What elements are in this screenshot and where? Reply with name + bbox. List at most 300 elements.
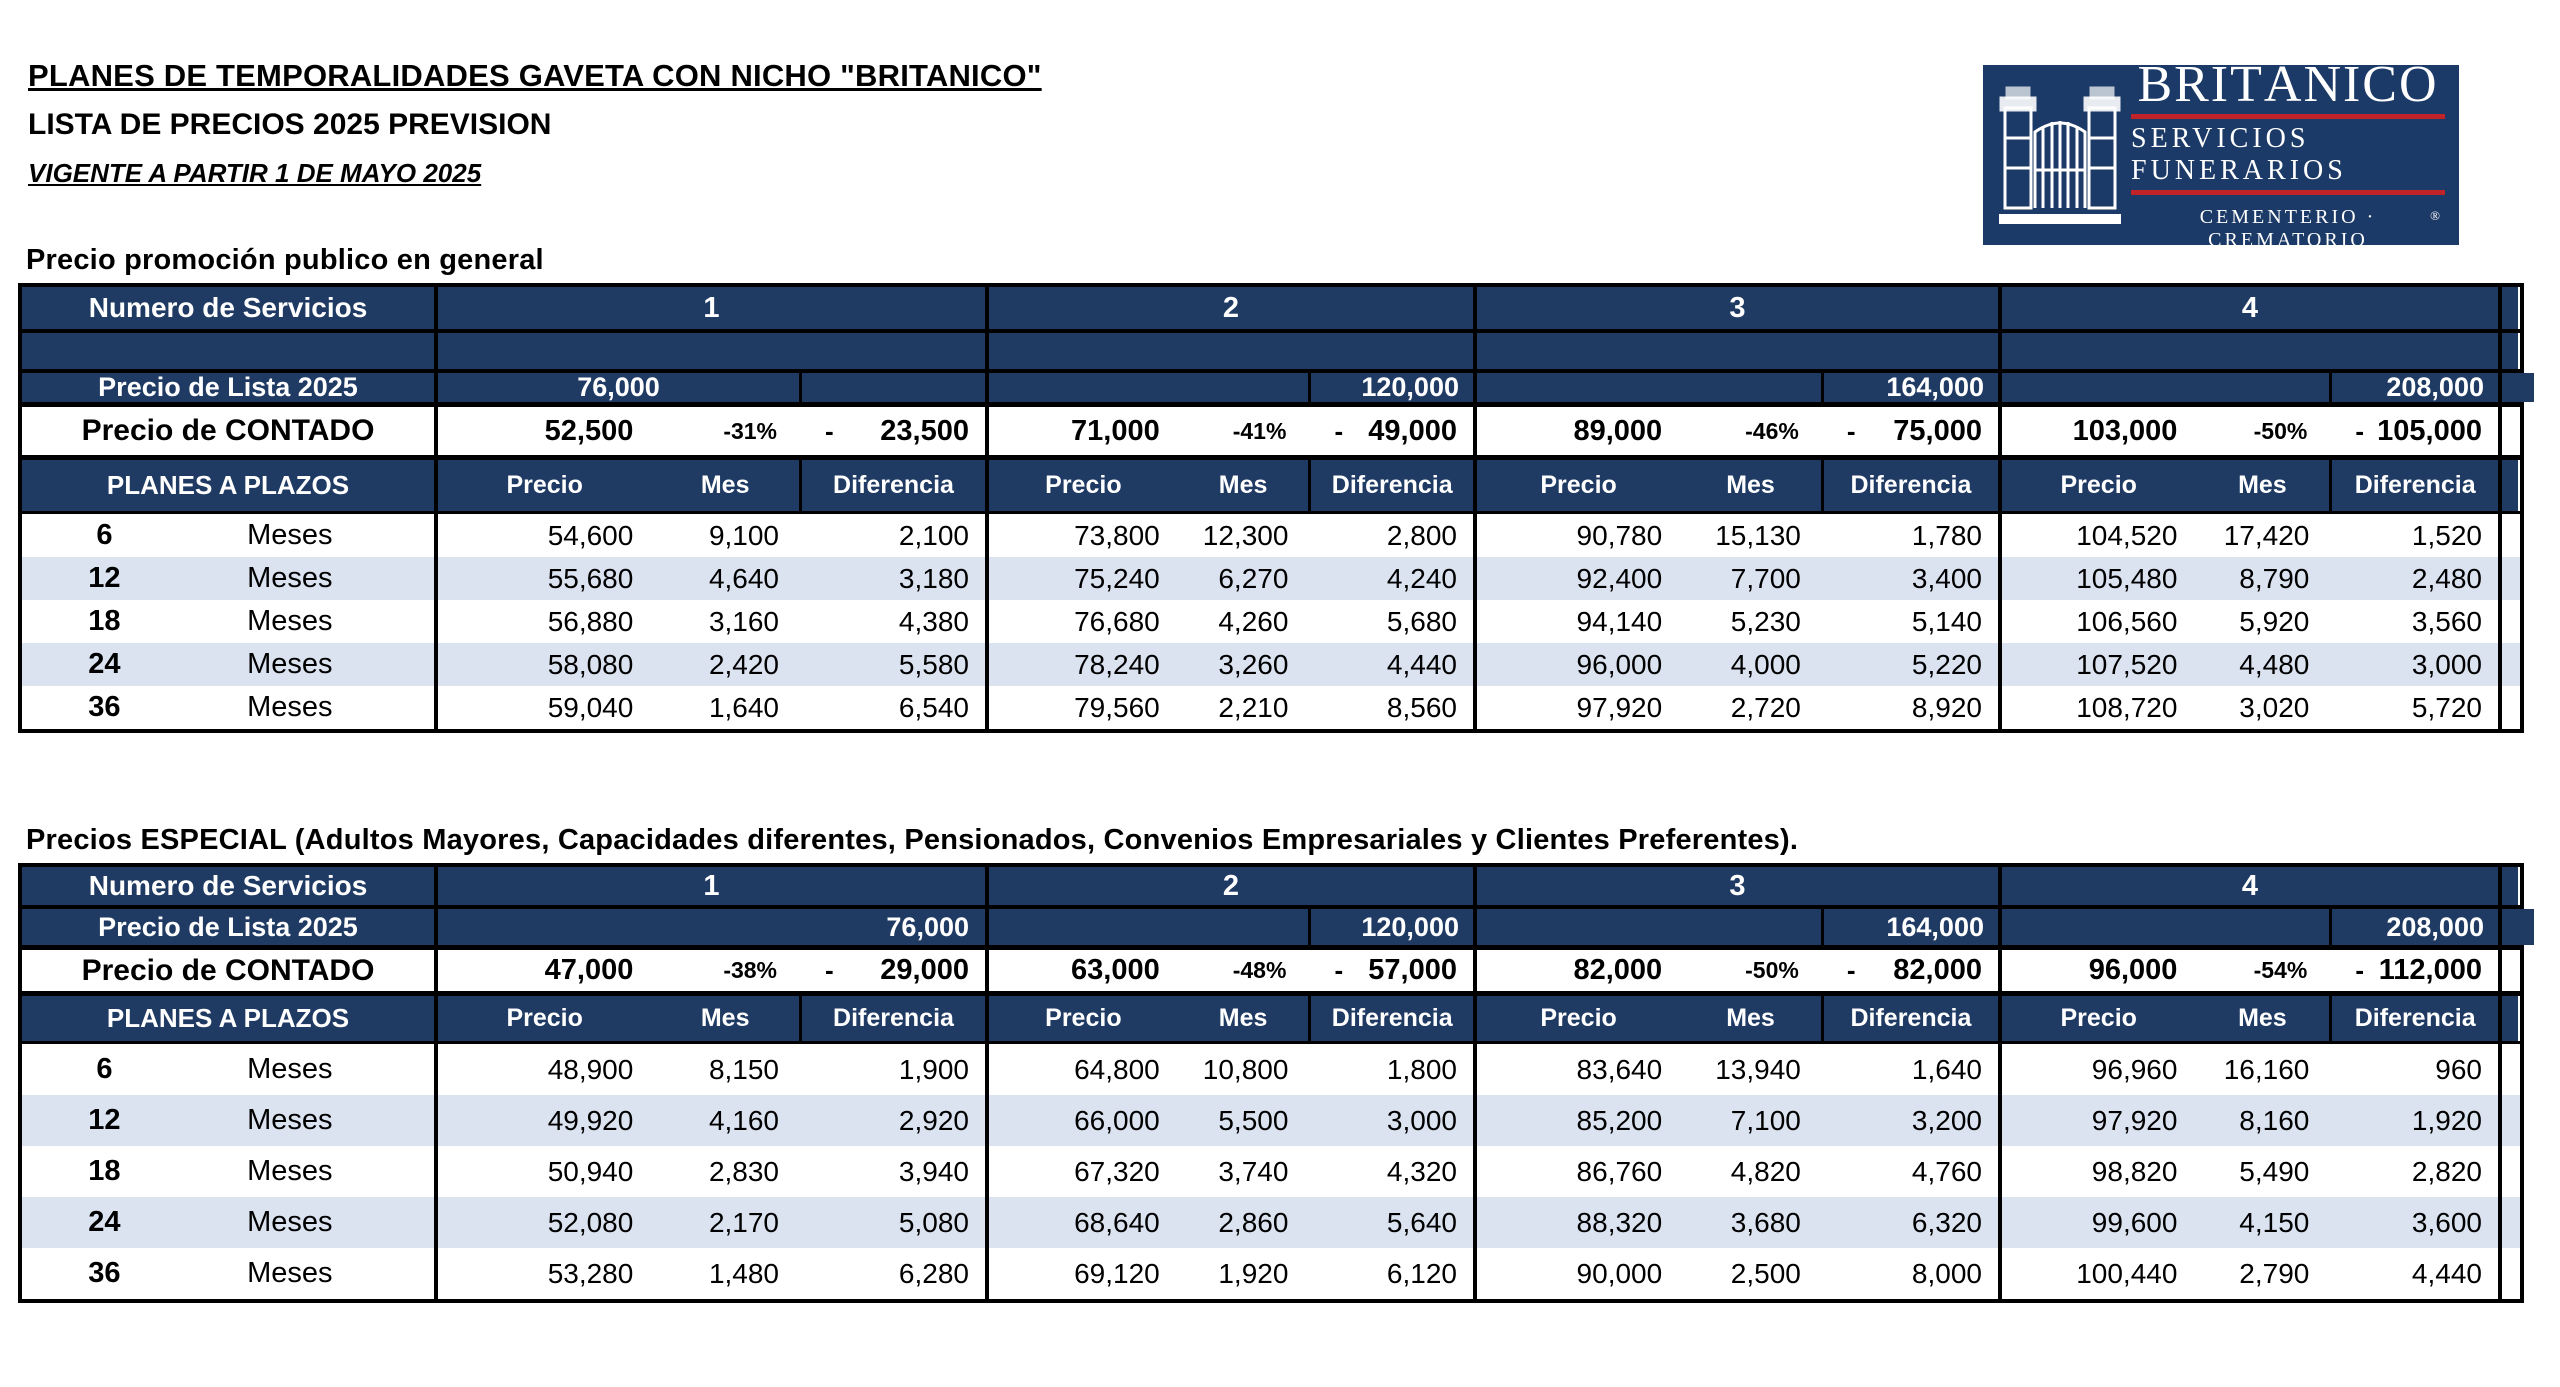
- sub-header-diferencia: Diferencia: [2329, 996, 2498, 1041]
- service-group-cell: [1473, 643, 1998, 686]
- services-header-row: [22, 867, 2520, 909]
- contado-diferencia-value: 29,000: [880, 954, 969, 986]
- section-title: Precio promoción publico en general: [26, 244, 544, 276]
- sub-header-precio: Precio: [1045, 471, 1122, 499]
- diferencia-cell: 3,940: [898, 1155, 969, 1187]
- precio-cell: 67,320: [1074, 1155, 1160, 1187]
- precio-cell: 92,400: [1576, 562, 1663, 594]
- service-group-cell: [1998, 600, 2498, 643]
- mes-cell: 4,260: [1218, 605, 1289, 637]
- service-group-cell: [985, 514, 1473, 557]
- diferencia-cell: 3,180: [898, 562, 969, 594]
- service-group-cell: [434, 600, 985, 643]
- service-group-cell: [1473, 557, 1998, 600]
- page-title: PLANES DE TEMPORALIDADES GAVETA CON NICHO "BRITANICO": [28, 58, 1042, 93]
- plan-row: [22, 643, 2520, 686]
- service-group-cell: [1473, 1044, 1998, 1095]
- plazo-number-cell: 6: [96, 519, 113, 551]
- contado-row: [22, 950, 2520, 996]
- diferencia-cell: 3,000: [1386, 1104, 1457, 1136]
- mes-cell: 3,160: [708, 605, 780, 637]
- registered-mark: ®: [2430, 208, 2443, 224]
- plan-row: [22, 1095, 2520, 1146]
- service-group-cell: [1473, 1095, 1998, 1146]
- service-group-cell: [434, 686, 985, 729]
- service-count-header: 4: [1998, 867, 2498, 905]
- precio-cell: 48,900: [547, 1053, 634, 1085]
- diferencia-cell: 2,480: [2411, 562, 2482, 594]
- service-group-cell: [1473, 407, 1998, 455]
- contado-diferencia-cell: [1821, 950, 1998, 991]
- precio-cell: 79,560: [1074, 691, 1160, 723]
- plan-row: [22, 1044, 2520, 1095]
- mes-cell: 10,800: [1202, 1053, 1289, 1085]
- diferencia-cell: 3,560: [2411, 605, 2482, 637]
- lista-left-cell: 76,000: [577, 372, 660, 402]
- mes-cell: 5,230: [1730, 605, 1801, 637]
- service-group-cell: [1998, 514, 2498, 557]
- service-group-cell: [1473, 333, 1998, 369]
- contado-diferencia-cell: [2329, 950, 2498, 991]
- plazo-number-cell: 18: [88, 605, 121, 637]
- mes-cell: 4,000: [1730, 648, 1801, 680]
- mes-cell: 1,480: [708, 1257, 780, 1289]
- diferencia-cell: 3,600: [2411, 1206, 2482, 1238]
- plan-row: [22, 686, 2520, 729]
- service-group-cell: [434, 1044, 985, 1095]
- precio-cell: 108,720: [2076, 691, 2178, 723]
- sub-header-mes: Mes: [1726, 1004, 1775, 1032]
- service-group-cell: [434, 1197, 985, 1248]
- service-group-cell: [434, 643, 985, 686]
- mes-cell: 1,920: [1218, 1257, 1289, 1289]
- sub-header-precio: Precio: [1540, 471, 1617, 499]
- sub-header-precio: Precio: [2060, 471, 2137, 499]
- contado-percent-cell: -38%: [723, 957, 778, 983]
- service-group-cell: [985, 1146, 1473, 1197]
- diferencia-cell: 6,120: [1386, 1257, 1457, 1289]
- accounting-dash: -: [2355, 955, 2365, 985]
- contado-diferencia-value: 57,000: [1368, 954, 1457, 986]
- service-group-cell: [1998, 1248, 2498, 1299]
- mes-cell: 8,790: [2239, 562, 2310, 594]
- meses-cell: Meses: [247, 519, 333, 551]
- mes-cell: 3,020: [2239, 691, 2310, 723]
- cutoff-column-cell: [2498, 1095, 2518, 1146]
- lista-label: Precio de Lista 2025: [22, 909, 434, 945]
- precio-cell: 96,960: [2091, 1053, 2178, 1085]
- mes-cell: 2,860: [1218, 1206, 1289, 1238]
- mes-cell: 7,700: [1730, 562, 1801, 594]
- service-group-cell: [1473, 514, 1998, 557]
- contado-diferencia-value: 49,000: [1368, 414, 1457, 447]
- cutoff-column-cell: [2498, 686, 2518, 729]
- service-group-cell: [985, 1044, 1473, 1095]
- row-label-cell: [22, 1095, 434, 1146]
- cutoff-column-cell: [2498, 333, 2518, 369]
- contado-precio-cell: 47,000: [544, 954, 634, 986]
- precio-cell: 107,520: [2076, 648, 2178, 680]
- contado-label: Precio de CONTADO: [81, 953, 375, 987]
- lista-value-cell: 120,000: [1308, 373, 1473, 402]
- precio-cell: 94,140: [1576, 605, 1663, 637]
- service-group-cell: [1473, 909, 1998, 945]
- row-label-cell: [22, 686, 434, 729]
- precio-cell: 73,800: [1074, 519, 1160, 551]
- cutoff-column-cell: [2498, 407, 2518, 455]
- lista-value-cell: 164,000: [1821, 373, 1998, 402]
- meses-cell: Meses: [247, 1206, 333, 1238]
- lista-row-overhang: [2514, 909, 2534, 945]
- precio-cell: 50,940: [547, 1155, 634, 1187]
- diferencia-cell: 4,440: [2411, 1257, 2482, 1289]
- service-group-cell: [1998, 909, 2498, 945]
- precio-cell: 55,680: [547, 562, 634, 594]
- cutoff-column-cell: [2498, 996, 2518, 1041]
- precio-cell: 105,480: [2076, 562, 2178, 594]
- mes-cell: 2,830: [708, 1155, 780, 1187]
- precio-cell: 97,920: [2091, 1104, 2178, 1136]
- service-group-cell: [1998, 996, 2498, 1041]
- diferencia-cell: 5,720: [2411, 691, 2482, 723]
- sub-header-diferencia: Diferencia: [799, 996, 985, 1041]
- mes-cell: 2,170: [708, 1206, 780, 1238]
- precio-cell: 68,640: [1074, 1206, 1160, 1238]
- service-group-cell: [1473, 950, 1998, 991]
- section-title: Precios ESPECIAL (Adultos Mayores, Capacidades diferentes, Pensionados, Convenios Empresariales y Clientes Preferentes).: [26, 824, 1799, 856]
- service-group-cell: [1998, 407, 2498, 455]
- precio-cell: 88,320: [1576, 1206, 1663, 1238]
- service-group-cell: [1473, 1197, 1998, 1248]
- mes-cell: 8,150: [708, 1053, 780, 1085]
- plazos-label: PLANES A PLAZOS: [22, 460, 434, 511]
- meses-cell: Meses: [247, 1053, 333, 1085]
- company-logo: [1983, 55, 2459, 252]
- price-table: [18, 863, 2524, 1303]
- cutoff-column-cell: [2498, 950, 2518, 991]
- diferencia-cell: 8,000: [1911, 1257, 1982, 1289]
- cemetery-gate-icon: [1995, 79, 2125, 231]
- mes-cell: 6,270: [1218, 562, 1289, 594]
- mes-cell: 2,420: [708, 648, 780, 680]
- precio-cell: 96,000: [1576, 648, 1663, 680]
- sub-header-diferencia: Diferencia: [799, 460, 985, 511]
- service-group-cell: [1998, 373, 2498, 402]
- service-group-cell: [985, 600, 1473, 643]
- plazos-label: PLANES A PLAZOS: [22, 996, 434, 1041]
- row-label-cell: [22, 333, 434, 369]
- row-label-cell: [22, 1146, 434, 1197]
- accounting-dash: -: [2355, 415, 2365, 446]
- plan-row: [22, 557, 2520, 600]
- diferencia-cell: 2,820: [2411, 1155, 2482, 1187]
- sub-header-precio: Precio: [506, 1004, 583, 1032]
- sub-header-mes: Mes: [1218, 1004, 1268, 1032]
- diferencia-cell: 2,100: [898, 519, 969, 551]
- mes-cell: 2,500: [1730, 1257, 1801, 1289]
- mes-cell: 1,640: [708, 691, 780, 723]
- precio-cell: 76,680: [1074, 605, 1160, 637]
- meses-cell: Meses: [247, 605, 333, 637]
- lista-value-cell: 208,000: [2329, 909, 2498, 945]
- precio-cell: 64,800: [1074, 1053, 1160, 1085]
- precio-cell: 75,240: [1074, 562, 1160, 594]
- diferencia-cell: 3,000: [2411, 648, 2482, 680]
- service-group-cell: [985, 407, 1473, 455]
- service-group-cell: [434, 1146, 985, 1197]
- mes-cell: 5,500: [1218, 1104, 1289, 1136]
- precio-cell: 54,600: [547, 519, 634, 551]
- contado-diferencia-value: 75,000: [1893, 414, 1982, 447]
- contado-percent-cell: -50%: [2253, 417, 2308, 444]
- meses-cell: Meses: [247, 691, 333, 723]
- precio-cell: 49,920: [547, 1104, 634, 1136]
- mes-cell: 4,480: [2239, 648, 2310, 680]
- lista-value-cell: 208,000: [2329, 373, 2498, 402]
- mes-cell: 9,100: [708, 519, 780, 551]
- service-group-cell: [985, 333, 1473, 369]
- page-subtitle: LISTA DE PRECIOS 2025 PREVISION: [28, 108, 552, 141]
- cutoff-column-cell: [2498, 287, 2518, 329]
- contado-diferencia-cell: [1821, 407, 1998, 455]
- plazo-number-cell: 12: [88, 562, 121, 594]
- sub-header-mes: Mes: [2238, 1004, 2287, 1032]
- diferencia-cell: 5,580: [898, 648, 969, 680]
- diferencia-cell: 1,800: [1386, 1053, 1457, 1085]
- logo-divider: [2131, 190, 2445, 195]
- precio-cell: 90,780: [1576, 519, 1663, 551]
- cutoff-column-cell: [2498, 557, 2518, 600]
- sub-header-precio: Precio: [1540, 1004, 1617, 1032]
- cutoff-column-cell: [2498, 600, 2518, 643]
- contado-percent-cell: -54%: [2253, 957, 2308, 983]
- mes-cell: 4,160: [708, 1104, 780, 1136]
- service-group-cell: [434, 373, 985, 402]
- precio-cell: 90,000: [1576, 1257, 1663, 1289]
- precio-cell: 52,080: [547, 1206, 634, 1238]
- sub-header-mes: Mes: [1218, 471, 1268, 499]
- diferencia-cell: 1,900: [898, 1053, 969, 1085]
- diferencia-cell: 3,400: [1911, 562, 1982, 594]
- contado-percent-cell: -50%: [1745, 957, 1799, 983]
- mes-cell: 2,790: [2239, 1257, 2310, 1289]
- precio-cell: 53,280: [547, 1257, 634, 1289]
- meses-cell: Meses: [247, 1257, 333, 1289]
- diferencia-cell: 1,640: [1911, 1053, 1982, 1085]
- row-label-cell: [22, 1197, 434, 1248]
- diferencia-cell: 4,440: [1386, 648, 1457, 680]
- sub-header-mes: Mes: [1726, 471, 1775, 499]
- effective-date: VIGENTE A PARTIR 1 DE MAYO 2025: [28, 158, 482, 188]
- diferencia-cell: 6,540: [898, 691, 969, 723]
- precio-cell: 85,200: [1576, 1104, 1663, 1136]
- contado-precio-cell: 89,000: [1573, 414, 1663, 447]
- plazo-number-cell: 12: [88, 1104, 121, 1136]
- sub-header-mes: Mes: [700, 1004, 750, 1032]
- accounting-dash: -: [825, 415, 834, 446]
- service-group-cell: [1998, 460, 2498, 511]
- service-count-header: 2: [985, 287, 1473, 329]
- services-header-label: [22, 287, 434, 329]
- precio-cell: 78,240: [1074, 648, 1160, 680]
- plazo-number-cell: 36: [88, 691, 121, 723]
- mes-cell: 12,300: [1202, 519, 1289, 551]
- mes-cell: 17,420: [2223, 519, 2310, 551]
- service-group-cell: [985, 643, 1473, 686]
- diferencia-cell: 5,640: [1386, 1206, 1457, 1238]
- plazo-number-cell: 6: [96, 1053, 113, 1085]
- service-group-cell: [1998, 1095, 2498, 1146]
- sub-header-diferencia: Diferencia: [1821, 460, 1998, 511]
- service-group-cell: [985, 1095, 1473, 1146]
- mes-cell: 15,130: [1715, 519, 1801, 551]
- service-group-cell: [434, 407, 985, 455]
- service-group-cell: [1473, 996, 1998, 1041]
- service-count-header: 1: [434, 867, 985, 905]
- lista-value-cell: 120,000: [1308, 909, 1473, 945]
- sub-header-diferencia: Diferencia: [1308, 996, 1473, 1041]
- accounting-dash: -: [1334, 415, 1344, 446]
- service-group-cell: [434, 996, 985, 1041]
- contado-row: [22, 407, 2520, 460]
- service-group-cell: [1998, 1197, 2498, 1248]
- mes-cell: 4,820: [1730, 1155, 1801, 1187]
- lista-row-overhang: [2514, 373, 2534, 402]
- cutoff-column-cell: [2498, 867, 2518, 905]
- row-label-cell: [22, 514, 434, 557]
- precio-cell: 66,000: [1074, 1104, 1160, 1136]
- contado-percent-cell: -48%: [1232, 957, 1287, 983]
- service-group-cell: [434, 514, 985, 557]
- lista-left-cell: [989, 373, 1308, 402]
- cutoff-column-cell: [2498, 1044, 2518, 1095]
- service-group-cell: [434, 557, 985, 600]
- cutoff-column-cell: [2498, 1197, 2518, 1248]
- contado-label: Precio de CONTADO: [81, 414, 375, 447]
- plazo-number-cell: 24: [88, 648, 121, 680]
- diferencia-cell: 2,800: [1386, 519, 1457, 551]
- row-label-cell: [22, 1248, 434, 1299]
- contado-precio-cell: 63,000: [1071, 954, 1160, 986]
- mes-cell: 16,160: [2223, 1053, 2310, 1085]
- precio-cell: 98,820: [2091, 1155, 2178, 1187]
- cutoff-column-cell: [2498, 1146, 2518, 1197]
- service-group-cell: [1998, 333, 2498, 369]
- services-header-text: Numero de Servicios: [88, 870, 368, 901]
- contado-diferencia-value: 112,000: [2378, 954, 2482, 986]
- meses-cell: Meses: [247, 648, 333, 680]
- service-count-header: 1: [434, 287, 985, 329]
- mes-cell: 4,150: [2239, 1206, 2310, 1238]
- lista-value-cell: [799, 373, 985, 402]
- service-group-cell: [434, 460, 985, 511]
- contado-percent-cell: -31%: [723, 417, 778, 444]
- diferencia-cell: 1,920: [2411, 1104, 2482, 1136]
- contado-precio-cell: 71,000: [1071, 414, 1160, 447]
- contado-diferencia-value: 23,500: [880, 414, 969, 447]
- services-header-row: [22, 287, 2520, 333]
- precio-cell: 86,760: [1576, 1155, 1663, 1187]
- service-group-cell: [434, 1095, 985, 1146]
- services-header-text: Numero de Servicios: [88, 292, 368, 323]
- mes-cell: 4,640: [708, 562, 780, 594]
- sub-header-precio: Precio: [2060, 1004, 2137, 1032]
- plan-row: [22, 1248, 2520, 1299]
- lista-row: [22, 373, 2520, 407]
- cutoff-column-cell: [2498, 1248, 2518, 1299]
- lista-left-cell: [1477, 909, 1821, 945]
- diferencia-cell: 5,080: [898, 1206, 969, 1238]
- service-group-cell: [1473, 373, 1998, 402]
- diferencia-cell: 4,240: [1386, 562, 1457, 594]
- diferencia-cell: 4,760: [1911, 1155, 1982, 1187]
- service-group-cell: [1998, 643, 2498, 686]
- service-group-cell: [1473, 1248, 1998, 1299]
- service-count-header: 3: [1473, 867, 1998, 905]
- row-label-cell: [22, 600, 434, 643]
- service-group-cell: [1473, 460, 1998, 511]
- service-group-cell: [985, 1248, 1473, 1299]
- accounting-dash: -: [1846, 415, 1856, 446]
- lista-row: [22, 909, 2520, 950]
- mes-cell: 3,260: [1218, 648, 1289, 680]
- lista-value-cell: 164,000: [1821, 909, 1998, 945]
- service-group-cell: [434, 950, 985, 991]
- service-group-cell: [985, 460, 1473, 511]
- service-group-cell: [985, 909, 1473, 945]
- logo-brand: BRITÁNICO: [2137, 55, 2439, 113]
- service-group-cell: [1473, 686, 1998, 729]
- contado-percent-cell: -41%: [1232, 417, 1287, 444]
- diferencia-cell: 960: [2435, 1053, 2482, 1085]
- precio-cell: 99,600: [2091, 1206, 2178, 1238]
- service-group-cell: [1998, 686, 2498, 729]
- diferencia-cell: 1,780: [1911, 519, 1982, 551]
- service-group-cell: [1473, 600, 1998, 643]
- sub-header-diferencia: Diferencia: [1308, 460, 1473, 511]
- services-header-label: [22, 867, 434, 905]
- contado-precio-cell: 82,000: [1573, 954, 1663, 986]
- service-group-cell: [985, 996, 1473, 1041]
- sub-header-mes: Mes: [2238, 471, 2287, 499]
- mes-cell: 13,940: [1715, 1053, 1801, 1085]
- precio-cell: 97,920: [1576, 691, 1663, 723]
- row-label-cell: [22, 643, 434, 686]
- cutoff-column-cell: [2498, 643, 2518, 686]
- row-label-cell: [22, 557, 434, 600]
- accounting-dash: -: [1846, 955, 1856, 985]
- contado-diferencia-cell: [1308, 407, 1473, 455]
- logo-tagline: CEMENTERIO · CREMATORIO ®: [2199, 206, 2443, 252]
- contado-diferencia-cell: [799, 407, 985, 455]
- diferencia-cell: 4,320: [1386, 1155, 1457, 1187]
- service-group-cell: [985, 950, 1473, 991]
- logo-divider: [2131, 114, 2445, 119]
- service-group-cell: [1998, 1044, 2498, 1095]
- spacer-row: [22, 333, 2520, 373]
- sub-header-diferencia: Diferencia: [1821, 996, 1998, 1041]
- accounting-dash: -: [1334, 955, 1344, 985]
- service-group-cell: [1998, 557, 2498, 600]
- lista-left-cell: [989, 909, 1308, 945]
- plazo-number-cell: 24: [88, 1206, 121, 1238]
- plazo-number-cell: 36: [88, 1257, 121, 1289]
- mes-cell: 8,160: [2239, 1104, 2310, 1136]
- lista-left-cell: [1477, 373, 1821, 402]
- sub-header-precio: Precio: [1045, 1004, 1122, 1032]
- service-group-cell: [434, 333, 985, 369]
- service-count-header: 2: [985, 867, 1473, 905]
